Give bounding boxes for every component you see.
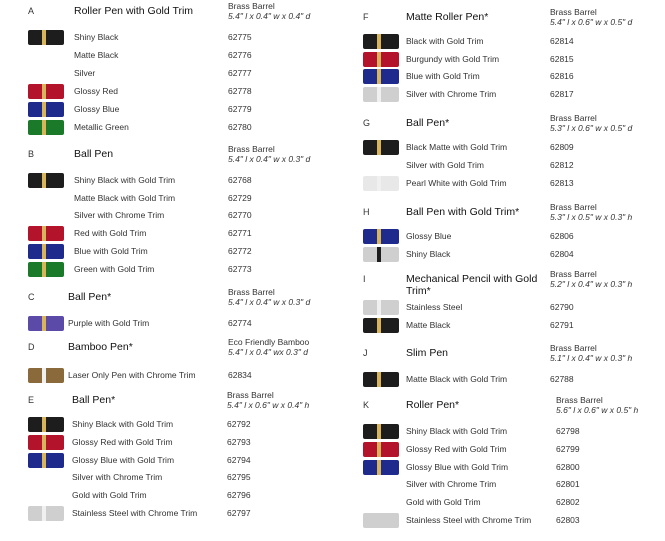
pen-trim-band — [42, 226, 46, 241]
product-name: Glossy Red with Gold Trim — [72, 436, 173, 447]
pen-swatch-icon — [28, 30, 64, 45]
pen-swatch-icon — [28, 435, 64, 450]
product-sku: 62772 — [228, 245, 252, 256]
product-name: Matte Black — [406, 320, 451, 330]
pen-trim-band — [42, 262, 46, 277]
section-specs — [550, 269, 632, 289]
spec-material: Brass Barrel — [227, 390, 274, 400]
product-row[interactable] — [28, 453, 267, 469]
product-name: Red with Gold Trim — [74, 228, 147, 239]
product-sku: 62768 — [228, 175, 252, 185]
section-title: Roller Pen with Gold Trim — [74, 5, 194, 17]
pen-trim-band — [377, 140, 381, 155]
product-sku: 62802 — [556, 497, 580, 508]
pen-trim-band — [42, 506, 46, 521]
pen-trim-band — [42, 84, 46, 99]
product-row[interactable] — [28, 435, 267, 451]
section-letter: H — [363, 207, 370, 217]
product-sku: 62777 — [228, 68, 252, 78]
product-name: Gold with Gold Trim — [72, 490, 147, 501]
product-name: Glossy Blue with Gold Trim — [72, 454, 175, 465]
spec-material: Brass Barrel — [228, 287, 275, 297]
section-title: Roller Pen* — [406, 399, 460, 411]
pen-trim-band — [377, 318, 381, 333]
pen-swatch-icon — [28, 84, 64, 99]
pen-swatch-icon — [363, 176, 399, 191]
pen-trim-band — [377, 300, 381, 315]
product-row[interactable] — [363, 229, 590, 245]
pen-trim-band — [377, 372, 381, 387]
product-sku: 62798 — [556, 426, 580, 436]
product-sku: 62809 — [550, 142, 574, 152]
product-row[interactable] — [363, 52, 590, 68]
pen-swatch-icon — [28, 102, 64, 117]
product-sku: 62803 — [556, 515, 580, 525]
product-row[interactable] — [28, 30, 268, 46]
product-name: Glossy Blue — [406, 231, 452, 241]
section-title: Ball Pen* — [72, 394, 116, 406]
product-sku: 62806 — [550, 231, 574, 241]
product-row[interactable] — [363, 424, 596, 440]
pen-swatch-icon — [28, 173, 64, 188]
product-row[interactable] — [363, 158, 590, 174]
pen-trim-band — [377, 460, 381, 475]
product-sku: 62814 — [550, 36, 574, 46]
spec-material: Brass Barrel — [550, 7, 597, 17]
pen-swatch-icon — [28, 506, 64, 521]
section-specs — [227, 390, 309, 410]
product-sku: 62770 — [228, 210, 252, 221]
product-row[interactable] — [28, 48, 268, 64]
product-row[interactable] — [28, 84, 268, 100]
section-title: Ball Pen with Gold Trim* — [406, 206, 520, 218]
pen-swatch-icon — [28, 262, 64, 277]
product-sku: 62796 — [227, 490, 251, 501]
section-letter: B — [28, 149, 35, 159]
product-name: Silver with Chrome Trim — [74, 210, 165, 221]
product-row[interactable] — [28, 262, 268, 278]
pen-trim-band — [42, 30, 46, 45]
product-row[interactable] — [363, 300, 590, 316]
pen-swatch-icon — [28, 453, 64, 468]
product-row[interactable] — [363, 477, 596, 493]
product-sku: 62788 — [550, 374, 574, 384]
product-row[interactable] — [28, 316, 268, 332]
product-name: Shiny Black with Gold Trim — [74, 175, 176, 185]
product-name: Metallic Green — [74, 122, 129, 132]
pen-trim-band — [42, 435, 46, 450]
product-name: Silver with Chrome Trim — [406, 88, 497, 99]
pen-swatch-icon — [363, 424, 399, 439]
product-name: Shiny Black — [74, 32, 119, 42]
section-title: Bamboo Pen* — [68, 341, 133, 353]
product-sku: 62795 — [227, 472, 251, 483]
section-title: Ball Pen* — [406, 117, 450, 129]
section-title: Mechanical Pencil with Gold — [406, 273, 538, 285]
pen-swatch-icon — [28, 120, 64, 135]
section-letter: K — [363, 400, 370, 410]
product-sku: 62793 — [227, 436, 251, 447]
product-row[interactable] — [363, 495, 596, 511]
product-sku: 62816 — [550, 71, 574, 81]
pen-trim-band — [42, 173, 46, 188]
pen-swatch-icon — [363, 52, 399, 67]
product-sku: 62804 — [550, 248, 574, 259]
product-row[interactable] — [363, 140, 590, 156]
product-row[interactable] — [28, 470, 267, 486]
pen-swatch-icon — [363, 460, 399, 475]
product-sku: 62774 — [228, 318, 252, 328]
spec-dimensions: 5.2" l x 0.4" w x 0.3" h — [550, 279, 633, 289]
section-title-continued: Trim* — [406, 285, 431, 297]
section-specs — [550, 113, 632, 133]
product-row[interactable] — [28, 368, 268, 384]
pen-swatch-icon — [28, 244, 64, 259]
product-name: Silver with Chrome Trim — [72, 472, 163, 483]
product-name: Black Matte with Gold Trim — [406, 142, 508, 152]
product-sku: 62800 — [556, 461, 580, 472]
section-title: Ball Pen* — [68, 291, 112, 303]
pen-trim-band — [42, 368, 46, 383]
pen-trim-band — [42, 120, 46, 135]
pen-trim-band — [42, 102, 46, 117]
product-sku: 62815 — [550, 53, 574, 64]
pen-swatch-icon — [363, 513, 399, 528]
section-letter: I — [363, 274, 366, 284]
pen-swatch-icon — [28, 417, 64, 432]
product-name: Laser Only Pen with Chrome Trim — [68, 370, 196, 380]
spec-dimensions: 5.3" l x 0.5" w x 0.3" h — [550, 212, 633, 222]
spec-material: Brass Barrel — [550, 343, 597, 353]
product-name: Stainless Steel — [406, 302, 463, 312]
product-name: Stainless Steel with Chrome Trim — [72, 508, 198, 518]
product-sku: 62801 — [556, 479, 580, 490]
product-sku: 62799 — [556, 443, 580, 454]
product-row[interactable] — [363, 69, 590, 85]
product-row[interactable] — [28, 120, 268, 136]
product-sku: 62792 — [227, 419, 251, 429]
product-sku: 62778 — [228, 86, 252, 96]
spec-dimensions: 5.3" l x 0.6" w x 0.5" d — [550, 123, 633, 133]
spec-material: Brass Barrel — [550, 269, 597, 279]
pen-trim-band — [377, 69, 381, 84]
pen-swatch-icon — [28, 316, 64, 331]
product-row[interactable] — [28, 417, 267, 433]
product-sku: 62779 — [228, 104, 252, 114]
product-sku: 62729 — [228, 192, 252, 203]
pen-swatch-icon — [363, 229, 399, 244]
section-letter: A — [28, 6, 35, 16]
section-letter: E — [28, 395, 35, 405]
product-name: Burgundy with Gold Trim — [406, 53, 500, 64]
product-row[interactable] — [363, 176, 590, 192]
section-specs — [228, 287, 310, 307]
product-name: Blue with Gold Trim — [74, 245, 148, 256]
product-row[interactable] — [28, 191, 268, 207]
pen-swatch-icon — [363, 300, 399, 315]
product-row[interactable] — [28, 173, 268, 189]
spec-material: Brass Barrel — [228, 144, 275, 154]
section-letter: G — [363, 118, 371, 128]
product-name: Silver with Gold Trim — [406, 160, 484, 170]
section-specs — [228, 1, 310, 21]
pen-trim-band — [377, 52, 381, 67]
pen-swatch-icon — [363, 442, 399, 457]
spec-dimensions: 5.4" l x 0.4" w x 0.4" d — [228, 11, 311, 21]
pen-swatch-icon — [28, 368, 64, 383]
spec-dimensions: 5.4" l x 0.6" w x 0.5" d — [550, 17, 633, 27]
product-row[interactable] — [28, 506, 267, 522]
product-name: Pearl White with Gold Trim — [406, 178, 507, 188]
spec-dimensions: 5.1" l x 0.4" w x 0.3" h — [550, 353, 633, 363]
product-name: Purple with Gold Trim — [68, 318, 150, 328]
product-row[interactable] — [363, 318, 590, 334]
product-name: Shiny Black with Gold Trim — [72, 419, 174, 429]
section-specs — [550, 343, 632, 363]
product-row[interactable] — [363, 34, 590, 50]
product-row[interactable] — [28, 488, 267, 504]
product-sku: 62794 — [227, 454, 251, 465]
product-row[interactable] — [363, 442, 596, 458]
section-letter: C — [28, 292, 35, 302]
product-name: Silver — [74, 68, 96, 78]
section-letter: F — [363, 12, 369, 22]
product-sku: 62771 — [228, 228, 252, 239]
spec-dimensions: 5.4" l x 0.6" w x 0.4" h — [227, 400, 310, 410]
product-row[interactable] — [363, 87, 590, 103]
pen-trim-band — [42, 244, 46, 259]
pen-swatch-icon — [363, 140, 399, 155]
pen-swatch-icon — [363, 318, 399, 333]
section-specs — [228, 144, 310, 164]
product-name: Matte Black with Gold Trim — [74, 192, 176, 203]
section-specs — [228, 337, 309, 357]
product-row[interactable] — [363, 460, 596, 476]
product-sku: 62813 — [550, 178, 574, 188]
product-name: Matte Black with Gold Trim — [406, 374, 508, 384]
pen-swatch-icon — [363, 247, 399, 262]
product-row[interactable] — [28, 208, 268, 224]
spec-material: Brass Barrel — [556, 395, 603, 405]
product-name: Shiny Black — [406, 248, 451, 259]
pen-trim-band — [377, 34, 381, 49]
product-sku: 62834 — [228, 370, 252, 380]
product-name: Glossy Red with Gold Trim — [406, 443, 507, 454]
pen-trim-band — [42, 453, 46, 468]
spec-material: Brass Barrel — [550, 113, 597, 123]
product-row[interactable] — [28, 244, 268, 260]
pen-trim-band — [377, 424, 381, 439]
pen-swatch-icon — [363, 87, 399, 102]
pen-trim-band — [377, 442, 381, 457]
spec-material: Eco Friendly Bamboo — [228, 337, 310, 347]
product-name: Green with Gold Trim — [74, 263, 155, 274]
pen-swatch-icon — [363, 69, 399, 84]
product-row[interactable] — [28, 66, 268, 82]
product-row[interactable] — [363, 372, 590, 388]
product-name: Matte Black — [74, 50, 119, 60]
pen-trim-band — [377, 229, 381, 244]
pen-trim-band — [42, 316, 46, 331]
section-specs — [550, 7, 632, 27]
product-sku: 62773 — [228, 263, 252, 274]
spec-material: Brass Barrel — [228, 1, 275, 11]
product-row[interactable] — [28, 226, 268, 242]
product-name: Stainless Steel with Chrome Trim — [406, 515, 532, 525]
section-letter: J — [363, 348, 368, 358]
product-name: Glossy Blue — [74, 104, 120, 114]
product-sku: 62790 — [550, 302, 574, 312]
section-specs — [556, 395, 638, 415]
spec-dimensions: 5.6" l x 0.6" w x 0.5" h — [556, 405, 639, 415]
product-sku: 62797 — [227, 508, 251, 518]
section-title: Ball Pen — [74, 148, 114, 160]
spec-dimensions: 5.4" l x 0.4" wx 0.3" d — [228, 347, 308, 357]
product-name: Gold with Gold Trim — [406, 497, 481, 508]
product-name: Glossy Red — [74, 86, 118, 96]
pen-trim-band — [377, 247, 381, 262]
product-name: Glossy Blue with Gold Trim — [406, 461, 509, 472]
pen-swatch-icon — [28, 226, 64, 241]
product-sku: 62775 — [228, 32, 252, 42]
product-sku: 62817 — [550, 88, 574, 99]
spec-material: Brass Barrel — [550, 202, 597, 212]
spec-dimensions: 5.4" l x 0.4" w x 0.3" d — [228, 154, 311, 164]
product-name: Silver with Chrome Trim — [406, 479, 497, 490]
pen-trim-band — [377, 87, 381, 102]
product-name: Black with Gold Trim — [406, 36, 484, 46]
pen-swatch-icon — [363, 372, 399, 387]
product-row[interactable] — [28, 102, 268, 118]
product-name: Shiny Black with Gold Trim — [406, 426, 508, 436]
section-letter: D — [28, 342, 35, 352]
spec-dimensions: 5.4" l x 0.4" w x 0.3" d — [228, 297, 311, 307]
product-sku: 62812 — [550, 160, 574, 170]
product-sku: 62776 — [228, 50, 252, 60]
pen-trim-band — [377, 176, 381, 191]
section-specs — [550, 202, 632, 222]
section-title: Matte Roller Pen* — [406, 11, 489, 23]
product-row[interactable] — [363, 247, 590, 263]
section-title: Slim Pen — [406, 347, 449, 359]
product-name: Blue with Gold Trim — [406, 71, 480, 81]
product-sku: 62791 — [550, 320, 574, 330]
pen-trim-band — [42, 417, 46, 432]
product-row[interactable] — [363, 513, 596, 529]
product-sku: 62780 — [228, 122, 252, 132]
pen-swatch-icon — [363, 34, 399, 49]
